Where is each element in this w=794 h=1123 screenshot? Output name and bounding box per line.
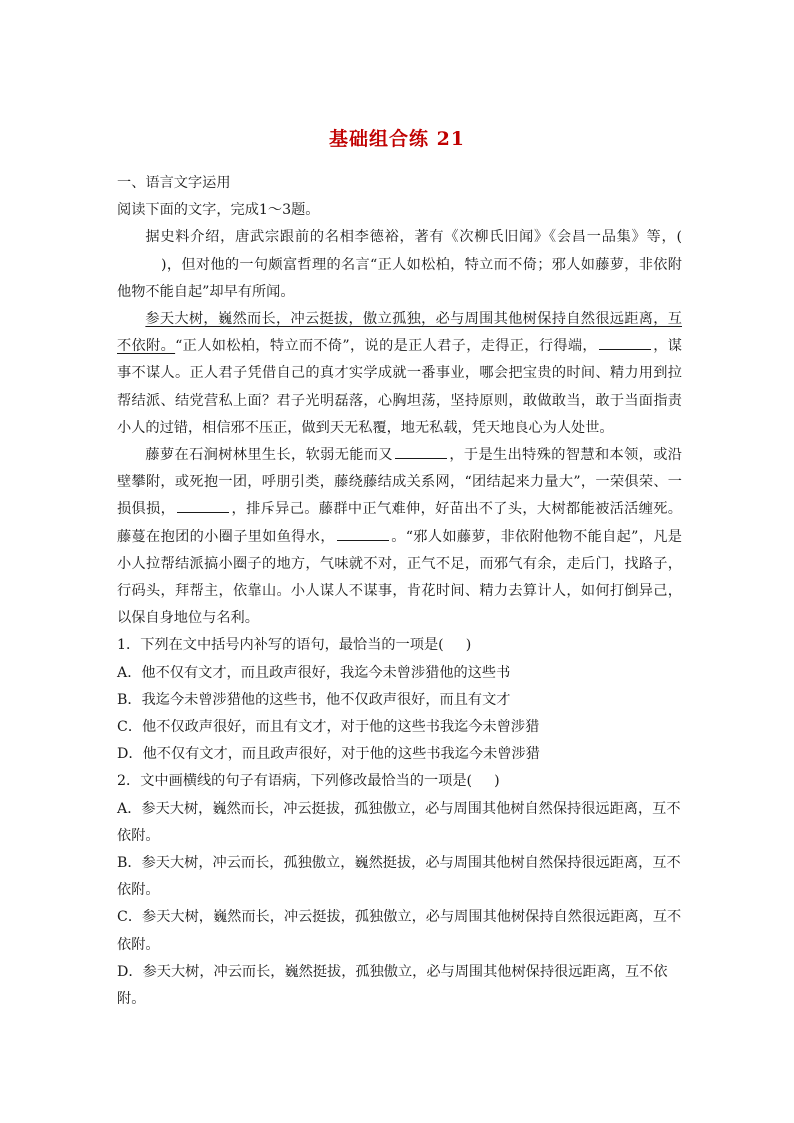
question-2-option-a: A．参天大树，巍然而长，冲云挺拔，孤独傲立，必与周围其他树自然保持很远距离，互不依附。 (117, 800, 681, 844)
para2-rest-a: “正人如松柏，特立而不倚”，说的是正人君子，走得正，行得端， (175, 338, 597, 355)
para1-after: )，但对他的一句颇富哲理的名言“正人如松柏，特立而不倚；邪人如藤萝，非依附他物不能自起”却早有所闻。 (117, 256, 682, 300)
para3-d: 。“邪人如藤萝，非依附他物不能自起”，凡是小人拉帮结派搞小圈子的地方，气味就不对，正气不足，而邪气有余，走后门，找路子，行码头，拜帮主，依靠山。小人谋人不谋事，肯花时间、精力去算计人，如何打倒异己，以保自身地位与名利。 (117, 528, 682, 627)
passage-paragraph-2 (117, 306, 682, 442)
fill-blank (395, 444, 447, 459)
question-2-option-d: D．参天大树，冲云而长，巍然挺拔，孤独傲立，必与周围其他树保持很远距离，互不依附。 (117, 963, 668, 1008)
question-2-text: 2．文中画横线的句子有语病，下列修改最恰当的一项是( (117, 773, 473, 790)
question-2-option-c: C．参天大树，巍然而长，冲云挺拔，孤独傲立，必与周围其他树保持自然很远距离，互不依附。 (117, 909, 682, 953)
instruction: 阅读下面的文字，完成1～3题。 (117, 202, 320, 219)
question-1-text: 1．下列在文中括号内补写的语句，最恰当的一项是( (117, 637, 444, 654)
underlined-sentence: 参天大树，巍然而长，冲云挺拔，傲立孤独，必与周围其他树保持自然很远距离，互不依附。 (117, 311, 682, 355)
passage-paragraph-3 (117, 442, 682, 632)
question-1-option-d: D．他不仅有文才，而且政声很好，对于他的这些书我迄今未曾涉猎 (117, 746, 540, 763)
fill-blank (599, 335, 651, 350)
fill-blank (177, 498, 229, 513)
question-2-stem (117, 768, 682, 795)
question-2-paren-close: ) (494, 773, 500, 790)
para2-rest-b: ，谋事不谋人。正人君子凭借自己的真才实学成就一番事业，哪会把宝贵的时间、精力用到拉帮结派、结党营私上面？君子光明磊落，心胸坦荡，坚持原则，敢做敢当，敢于当面指责小人的过错，相信邪不压正，做到天无私覆，地无私载，凭天地良心为人处世。 (117, 338, 682, 436)
para3-c: ，排斥异己。藤群中正气难伸，好苗出不了头，大树都能被活活缠死。藤蔓在抱团的小圈子里如鱼得水， (117, 501, 682, 545)
question-1-paren-close: ) (465, 637, 472, 654)
question-2-option-b: B．参天大树，冲云而长，孤独傲立，巍然挺拔，必与周围其他树自然保持很远距离，互不依附。 (117, 855, 681, 899)
document-body (117, 170, 682, 1013)
passage-paragraph-1 (117, 224, 682, 306)
page-title: 基础组合练 21 (328, 128, 466, 150)
fill-blank (337, 526, 389, 541)
question-1-option-a: A．他不仅有文才，而且政声很好，我迄今未曾涉猎他的这些书 (117, 664, 511, 681)
para3-a: 藤萝在石涧树林里生长，软弱无能而又 (145, 447, 393, 464)
question-1-option-c: C．他不仅政声很好，而且有文才，对于他的这些书我迄今未曾涉猎 (117, 719, 540, 736)
section-heading: 一、语言文字运用 (117, 175, 231, 191)
question-1-stem (117, 632, 682, 659)
question-1-option-b: B．我迄今未曾涉猎他的这些书，他不仅政声很好，而且有文才 (117, 691, 511, 708)
para3-b: ，于是生出特殊的智慧和本领，或沿壁攀附，或死抱一团，呼朋引类，藤绕藤结成关系网，“团结起来力量大”，一荣俱荣、一损俱损， (117, 447, 682, 518)
para1-before: 据史料介绍，唐武宗跟前的名相李德裕，著有《次柳氏旧闻》《会昌一品集》等，( (145, 229, 682, 246)
